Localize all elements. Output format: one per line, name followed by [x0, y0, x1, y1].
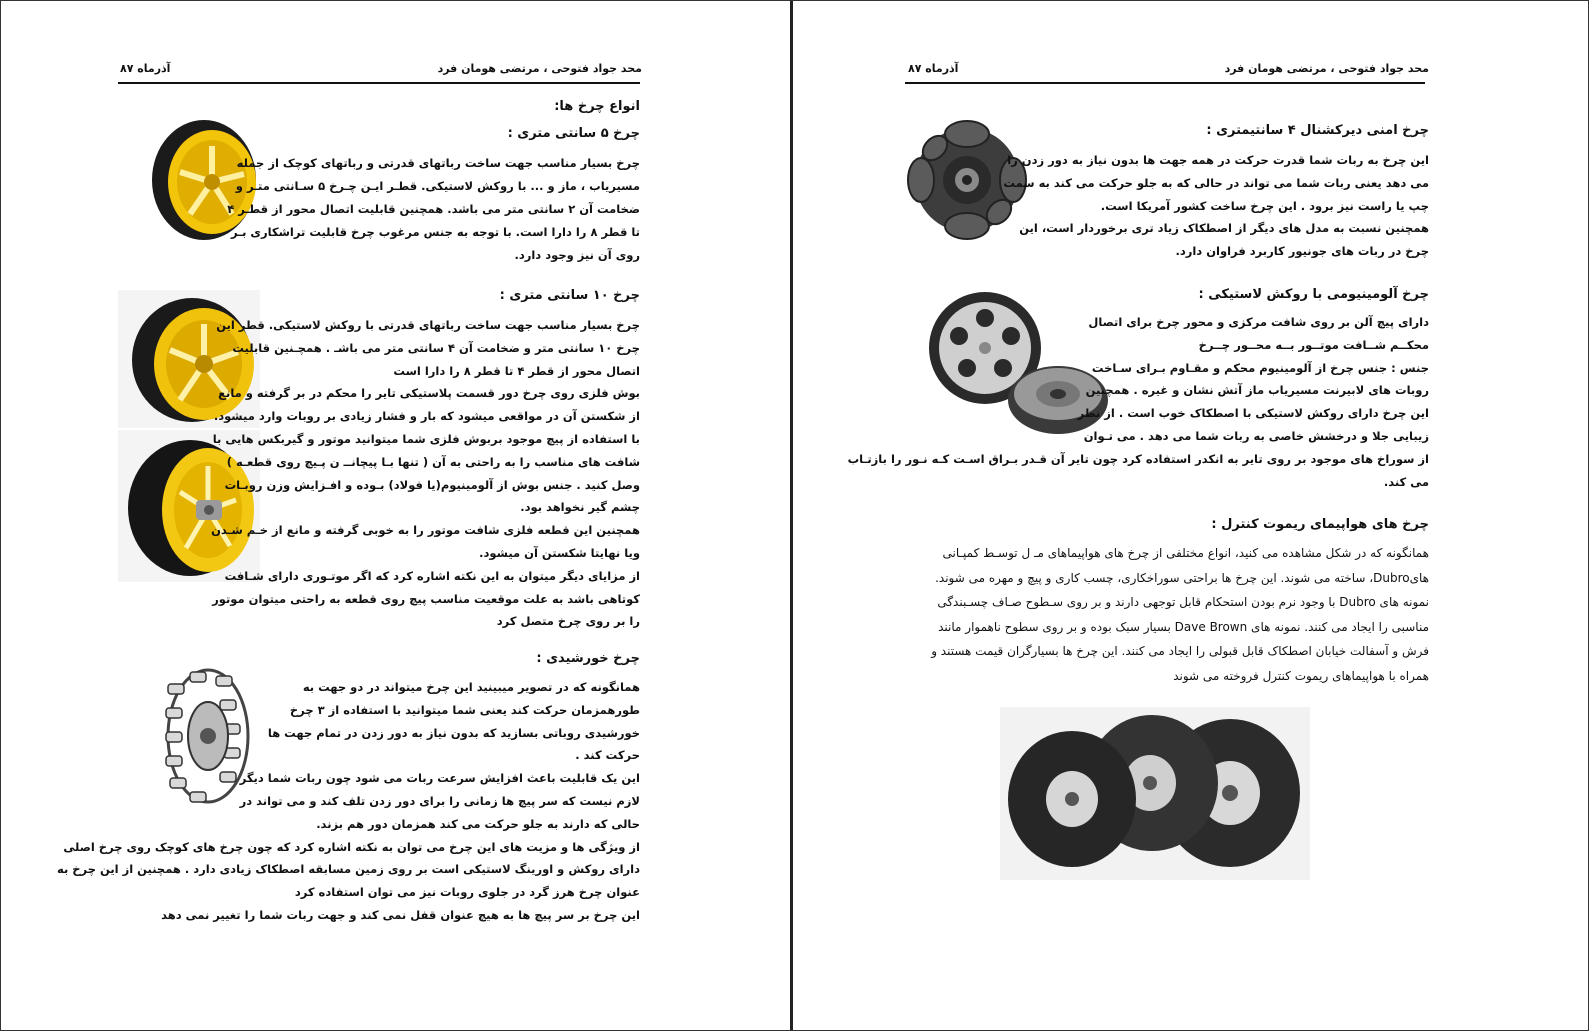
text-line: فرش و آسفالت خیابان اصطکاک قابل قبولی را ایجاد می کنند. این چرخ ها بسیارگران قیمت هستند و — [931, 644, 1429, 658]
section-title: انواع چرخ ها: — [554, 99, 640, 114]
omni-wheel-heading: چرخ امنی دیرکشنال ۴ سانتیمتری : — [1206, 123, 1429, 138]
sun-wheel-text — [57, 676, 640, 927]
header-date: آذرماه ۸۷ — [120, 62, 171, 75]
text-line: مسیریاب ، ماز و ... با روکش لاستیکی. قطـر ایـن چـرخ ۵ سـانتی متـر و — [235, 179, 640, 193]
rc-wheels-heading: چرخ های هواپیمای ریموت کنترل : — [1211, 517, 1429, 532]
text-line: عنوان چرخ هرز گرد در جلوی روبات نیز می توان استفاده کرد — [294, 885, 640, 900]
header-rule — [118, 82, 640, 84]
aluminum-wheel-text — [848, 311, 1429, 493]
text-line: دارای روکش و اورینگ لاستیکی است بر روی زمین مسابقه اصطکاک زیادی دارد . همچنین از این چرخ به — [56, 862, 640, 877]
text-line: چرخ بسیار مناسب جهت ساخت رباتهای قدرتی و رباتهای کوچک از جمله — [236, 156, 640, 170]
wheel-10cm-text — [211, 314, 640, 633]
right-page — [795, 0, 1589, 1031]
text-line: محکــم شــافت موتــور بــه محــور چــرخ — [1198, 337, 1429, 352]
sun-wheel-heading: چرخ خورشیدی : — [536, 651, 640, 666]
text-line: چرخ در ربات های جونیور کاربرد فراوان دارد. — [1175, 244, 1429, 259]
text-line: اتصال محور از قطر ۴ تا قطر ۸ را دارا است — [393, 363, 640, 378]
text-line: کوتاهی باشد به علت موقعیت مناسب پیچ روی قطعه به راحتی میتوان موتور — [212, 591, 640, 606]
header-date: آذرماه ۸۷ — [908, 62, 959, 75]
text-line: همانگونه که در شکل مشاهده می کنید، انواع مختلفی از چرخ های هواپیماهای مـ ل توسـط کمپـانی — [942, 546, 1429, 560]
text-line: را بر روی چرخ متصل کرد — [496, 614, 640, 629]
header-rule — [905, 82, 1425, 84]
text-line: می کند. — [1383, 474, 1429, 489]
text-line: مناسبی را ایجاد می کنند. نمونه های Dave Brown بسیار سبک بوده و بر روی سطوح ناهموار مانند — [938, 619, 1429, 634]
text-line: با استفاده از پیچ موجود بربوش فلزی شما میتوانید موتور و گیربکس هایی با — [212, 431, 640, 446]
text-line: این چرخ بر سر پیچ ها به هیچ عنوان قفل نمی کند و جهت ربات شما را تغییر نمی دهد — [161, 907, 640, 922]
header-authors: محد جواد فتوحی ، مرتضی هومان فرد — [1224, 62, 1429, 75]
text-line: تا قطر ۸ را دارا است. با توجه به جنس مرغوب چرخ قابلیت تراشکاری بـر — [231, 225, 640, 239]
text-line: همراه با هواپیماهای ریموت کنترل فروخته می شوند — [1173, 668, 1429, 683]
text-line: چپ یا راست نیز برود . این چرخ ساخت کشور آمریکا است. — [1100, 198, 1429, 213]
text-line: جنس : جنس چرخ از آلومینیوم محکم و مقـاوم بـرای سـاخت — [1091, 360, 1429, 375]
text-line: وصل کنید . جنس بوش از آلومینیوم(یا فولاد) بـوده و افـزایش وزن روبـات — [224, 477, 640, 492]
rc-wheels-text — [931, 541, 1429, 688]
text-line: هایDubro، ساخته می شوند. این چرخ ها براحتی سوراخکاری، چسب کاری و پیچ و مهره می شوند. — [935, 570, 1429, 585]
rc-wheels-image — [1000, 707, 1310, 880]
wheel-5cm-heading: چرخ ۵ سانتی متری : — [507, 126, 640, 141]
header-authors: محد جواد فتوحی ، مرتضی هومان فرد — [437, 62, 642, 75]
text-line: می دهد یعنی ربات شما می تواند در حالی که به جلو حرکت می کند به سمت — [1003, 175, 1429, 190]
wheel-10cm-heading: چرخ ۱۰ سانتی متری : — [499, 288, 640, 303]
text-line: شافت های مناسب را به راحتی به آن ( تنها بـا پیچانــ ن پـیچ روی قطعـه ) — [226, 454, 640, 469]
text-line: همچنین نسبت به مدل های دیگر از اصطکاک زیاد تری برخوردار است، این — [1019, 221, 1429, 236]
text-line: چرخ ۱۰ سانتی متر و ضخامت آن ۴ سانتی متر می باشـ . همچـنین قابلیت — [232, 340, 640, 355]
text-line: از شکستن آن در مواقعی میشود که بار و فشار زیادی بر روبات وارد میشود. — [213, 409, 640, 424]
text-line: چرخ بسیار مناسب جهت ساخت رباتهای قدرتی با روکش لاستیکی. قطر این — [216, 318, 640, 332]
page-divider — [790, 0, 793, 1031]
text-line: از مزایای دیگر میتوان به این نکته اشاره کرد که اگر موتـوری دارای شـافت — [224, 568, 640, 583]
text-line: روبات های لابیرنت مسیریاب ماز آتش نشان و غیره . همچنین — [1085, 383, 1429, 398]
text-line: بوش فلزی روی چرخ دور قسمت پلاستیکی تایر را محکم در بر گرفته و مانع — [218, 386, 640, 401]
wheel-5cm-text — [227, 152, 640, 267]
text-line: زیبایی جلا و درخشش خاصی به ربات شما می دهد . می تـوان — [1083, 428, 1429, 443]
text-line: از سوراخ های موجود بر روی تایر به انکدر استفاده کرد چون تایر آن قـدر بـراق اسـت کـه نـور را بازتـاب — [847, 451, 1429, 466]
aluminum-wheel-heading: چرخ آلومینیومی با روکش لاستیکی : — [1198, 287, 1429, 302]
text-line: حرکت کند . — [575, 748, 640, 763]
text-line: این چرخ دارای روکش لاستیکی با اصطکاک خوب است . از نظر — [1077, 406, 1429, 421]
text-line: همچنین این قطعه فلزی شافت موتور را به خوبی گرفته و مانع از خـم شـدن — [211, 523, 640, 538]
text-line: دارای پیچ آلن بر روی شافت مرکزی و محور چرخ برای اتصال — [1088, 315, 1429, 329]
text-line: ضخامت آن ۲ سانتی متر می باشد. همچنین قابلیت اتصال محور از قطـر ۴ — [227, 202, 640, 216]
text-line: خورشیدی روباتی بسازید که بدون نیاز به دور زدن در تمام جهت ها — [267, 725, 640, 740]
left-page — [0, 0, 792, 1031]
text-line: ویا نهایتا شکستن آن میشود. — [479, 545, 640, 560]
text-line: چشم گیر نخواهد بود. — [520, 500, 640, 515]
text-line: روی آن نیز وجود دارد. — [514, 248, 640, 262]
text-line: طورهمزمان حرکت کند یعنی شما میتوانید با استفاده از ۳ چرخ — [289, 702, 640, 717]
text-line: از ویژگی ها و مزیت های این چرخ می توان به نکته اشاره کرد که چون چرخ های کوچک روی چرخ اصلی — [63, 839, 640, 854]
text-line: نمونه های Dubro با وجود نرم بودن استحکام قابل توجهی دارند و بر روی سـطوح صـاف چسـبندگی — [937, 595, 1429, 609]
text-line: حالی که دارند به جلو حرکت می کند همزمان دور هم بزند. — [316, 816, 640, 831]
text-line: این چرخ به ربات شما قدرت حرکت در همه جهت ها بدون نیاز به دور زدن را — [1007, 153, 1429, 167]
text-line: لازم نیست که سر پیچ ها زمانی را برای دور زدن تلف کند و می تواند در — [239, 793, 640, 808]
text-line: همانگونه که در تصویر میبینید این چرخ میتواند در دو جهت به — [302, 680, 640, 694]
omni-wheel-text — [1003, 149, 1429, 263]
text-line: این یک قابلیت باعث افزایش سرعت ربات می شود چون ربات شما دیگر — [239, 771, 640, 786]
